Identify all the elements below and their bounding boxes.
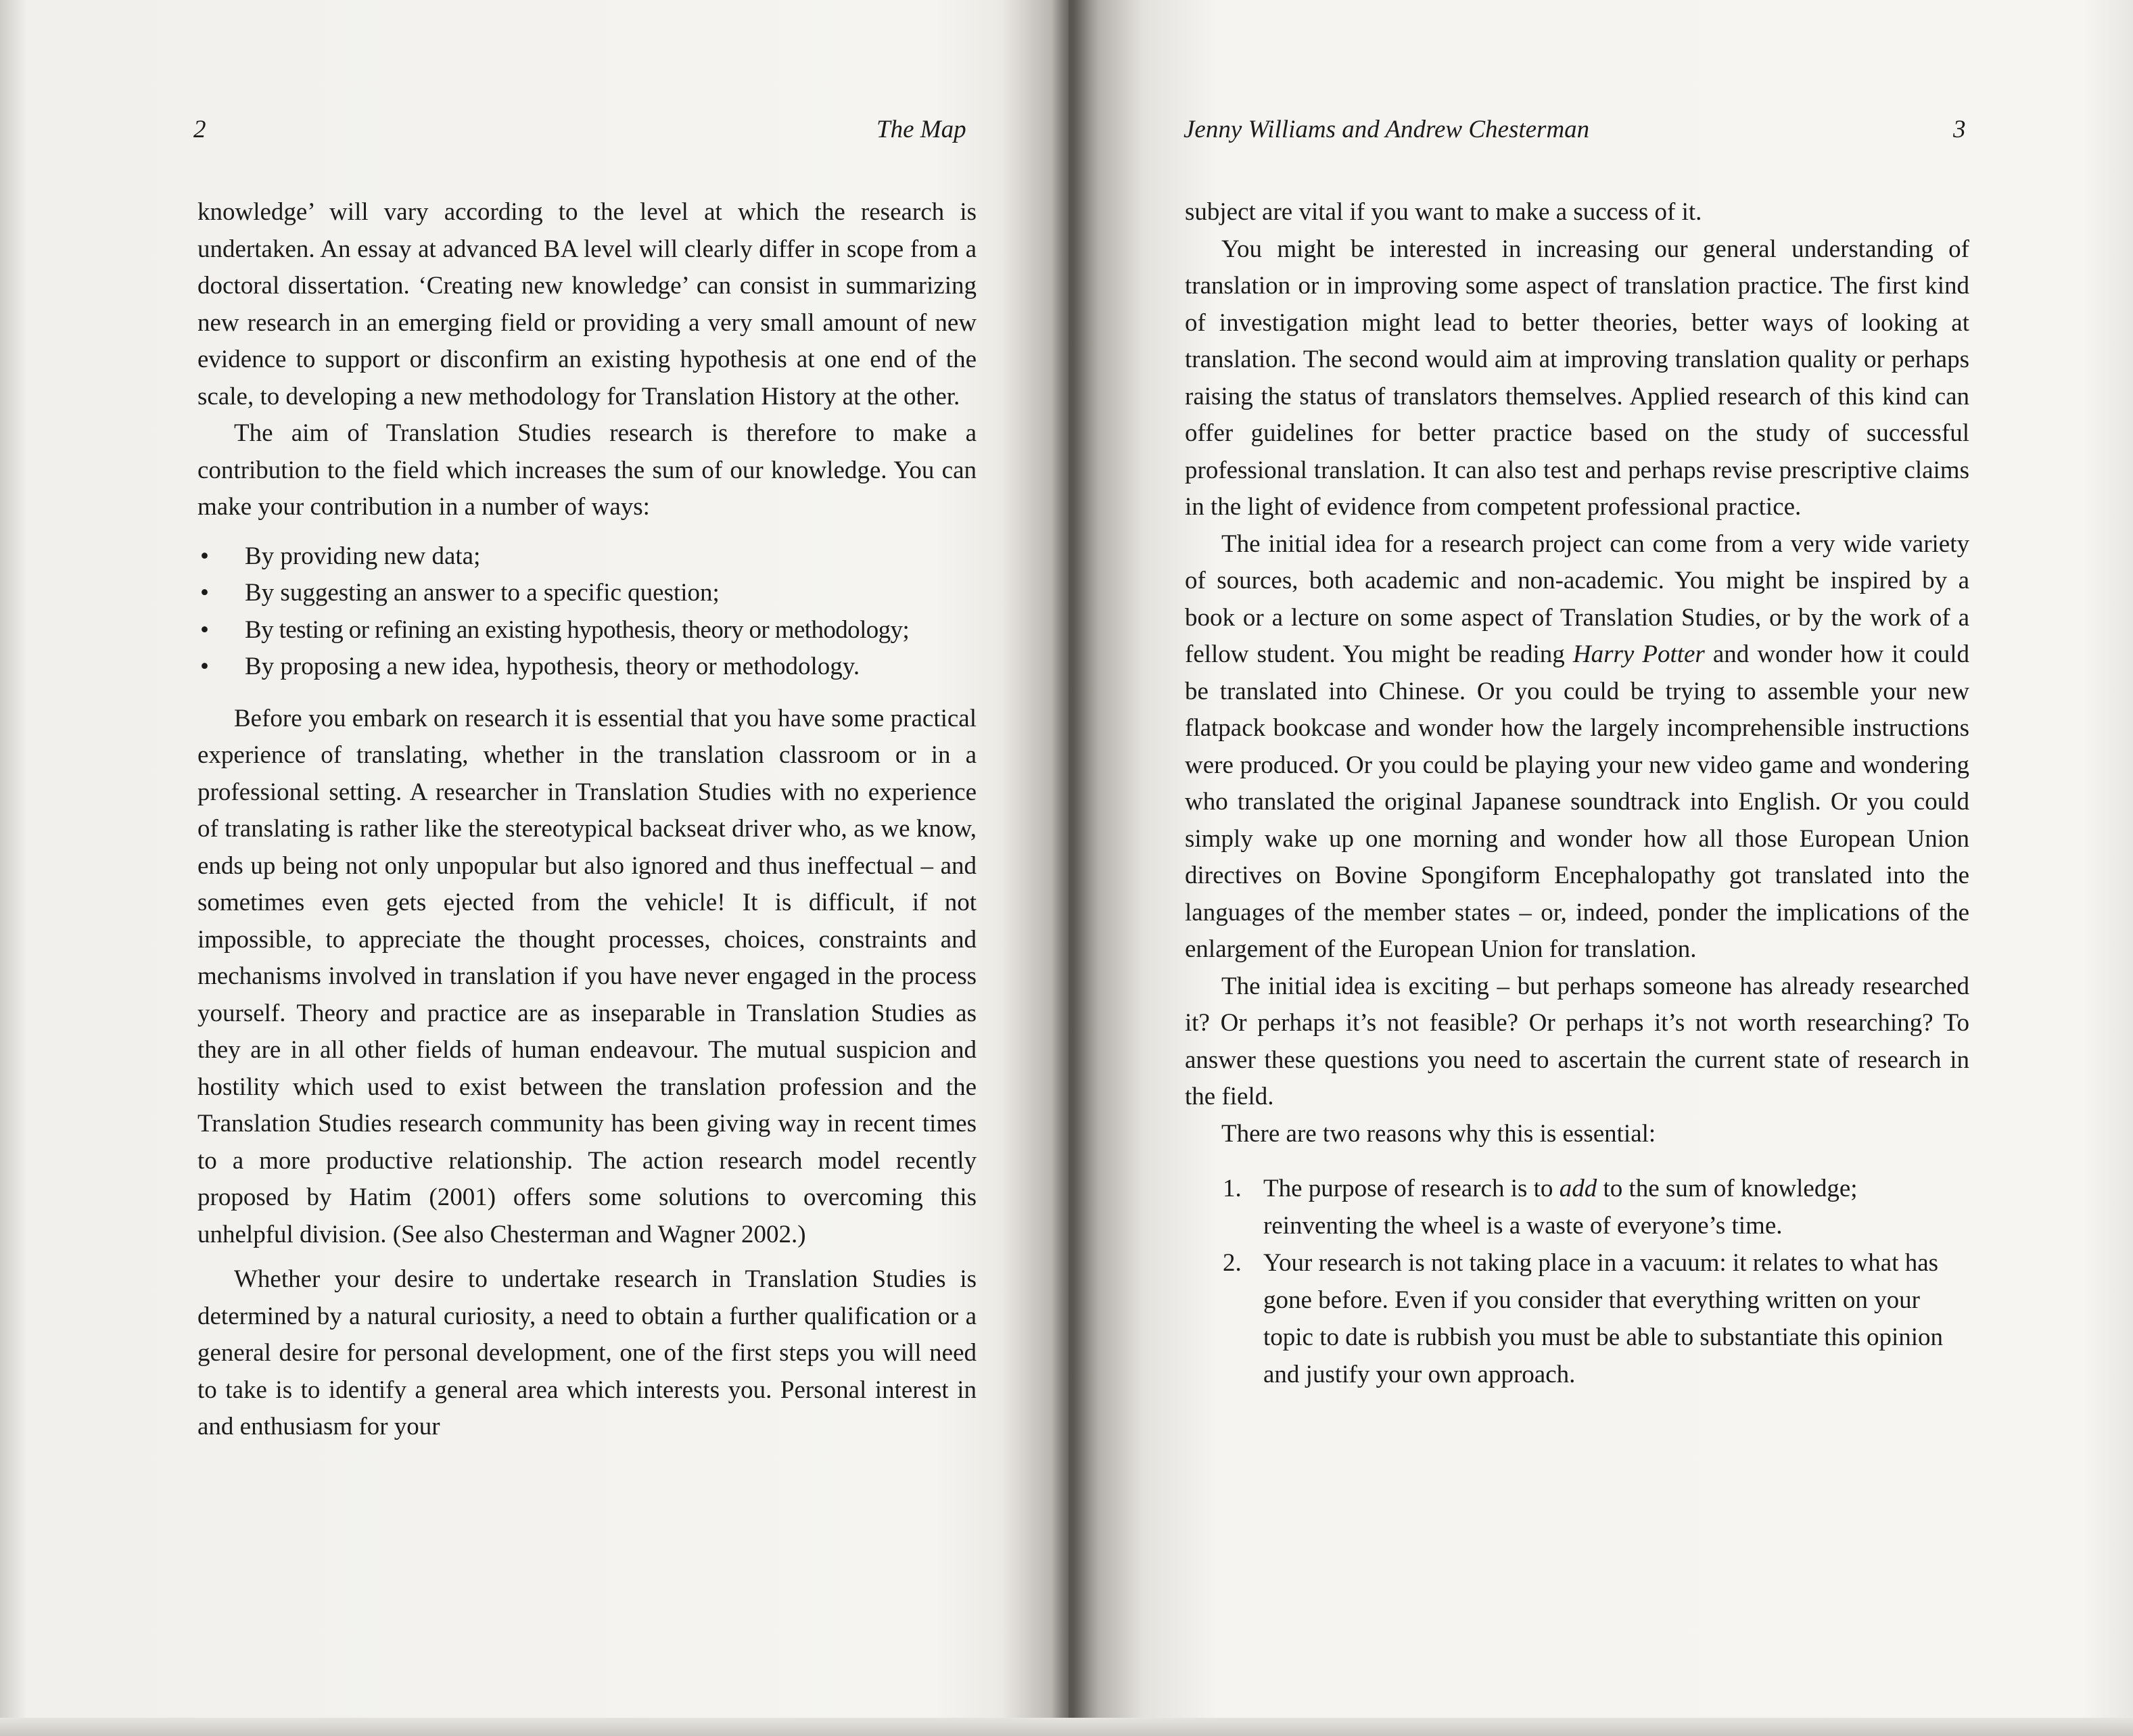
emphasis: add — [1559, 1175, 1597, 1202]
page-number-right: 3 — [1953, 116, 1966, 143]
bullet-icon: • — [200, 653, 209, 680]
paragraph: Before you embark on research it is essential that you have some practical experience of translating, whether in the translation classroom or in a professional setting. A researcher in Translation Studies with no experience of translating is rather like the stereotypical backseat driver who, as we know, ends up being not only unpopular but also ignored and thus ineffectual – and sometimes even gets ejected from the vehicle! It is difficult, if not impossible, to appreciate the thought processes, choices, constraints and mechanisms involved in translation if you have never engaged in the process yourself. Theory and practice are as inseparable in Translation Studies as they are in all other fields of human endeavour. The mutual suspicion and hostility which used to exist between the translation profession and the Translation Studies research community has been giving way in recent times to a more productive relationship. The action research model recently proposed by Hatim (2001) offers some solutions to overcoming this unhelpful division. (See also Chesterman and Wagner 2002.) — [197, 704, 977, 1248]
left-text-block — [197, 194, 977, 1446]
paragraph: Whether your desire to undertake research in Translation Studies is determined by a natural curiosity, a need to obtain a further qualification or a general desire for personal development, one of the first steps you will need to take is to identify a general area which interests you. Personal interest in and enthusiasm for your — [197, 1265, 977, 1440]
list-item — [197, 538, 977, 576]
bullet-icon: • — [200, 579, 209, 607]
running-head-left: The Map — [876, 116, 966, 143]
list-item-text: By proposing a new idea, hypothesis, theory or methodology. — [245, 653, 860, 680]
paragraph: subject are vital if you want to make a success of it. — [1185, 198, 1702, 226]
paragraph: The aim of Translation Studies research is therefore to make a contribution to the field which increases the sum of our knowledge. You can make your contribution in a number of ways: — [197, 419, 977, 521]
right-text-block — [1185, 194, 1969, 1393]
paragraph: There are two reasons why this is essential: — [1221, 1119, 1656, 1148]
list-item — [1185, 1170, 1969, 1244]
bullet-icon: • — [200, 542, 209, 570]
list-item-text: By providing new data; — [245, 542, 481, 570]
page-number-left: 2 — [193, 116, 206, 143]
page-bottom-edge — [0, 1718, 2133, 1736]
list-item — [1185, 1244, 1969, 1393]
list-item-text: to the sum of knowledge; reinventing the wheel is a waste of everyone’s time. — [1263, 1175, 1858, 1240]
list-item — [197, 649, 977, 686]
list-item-text: Your research is not taking place in a vacuum: it relates to what has gone before. Even if you consider that everything written on your topic to date is rubbish you must be able to substantiate this opinion and justify your own approach. — [1263, 1249, 1944, 1388]
paragraph-text: The initial idea for a research project can come from a very wide variety of sources, both academic and non-academic. You might be inspired by a book or a lecture on some aspect of Translation Studies, or by the work of a fellow student. You might be reading — [1185, 530, 1969, 668]
running-head-right: Jenny Williams and Andrew Chesterman — [1183, 116, 1590, 143]
list-number: 2. — [1223, 1249, 1242, 1277]
list-number: 1. — [1223, 1175, 1242, 1202]
bullet-list — [197, 538, 977, 686]
paragraph-text: and wonder how it could be translated into Chinese. Or you could be trying to assemble your new flatpack bookcase and wonder how the largely incomprehensible instructions were produced. Or you could be playing your new video game and wondering who translated the original Japanese soundtrack into English. Or you could simply wake up one morning and wonder how all those European Union directives on Bovine Spongiform Encephalopathy got translated into the languages of the member states – or, indeed, ponder the implications of the enlargement of the European Union for translation. — [1185, 640, 1969, 963]
right-page — [1069, 0, 2133, 1736]
list-item-text: By testing or refining an existing hypothesis, theory or methodology; — [245, 615, 910, 644]
paragraph: The initial idea is exciting – but perhaps someone has already researched it? Or perhaps it’s not feasible? Or perhaps it’s not worth researching? To answer these questions you need to ascertain the current state of research in the field. — [1185, 972, 1969, 1110]
list-item-text: By suggesting an answer to a specific question; — [245, 579, 720, 607]
paragraph: You might be interested in increasing our general understanding of translation or in improving some aspect of translation practice. The first kind of investigation might lead to better theories, better ways of looking at translation. The second would aim at improving translation quality or perhaps raising the status of translators themselves. Applied research of this kind can offer guidelines for better practice based on the study of successful professional translation. It can also test and perhaps revise prescriptive claims in the light of evidence from competent professional practice. — [1185, 235, 1969, 521]
list-item — [197, 575, 977, 612]
paragraph: knowledge’ will vary according to the level at which the research is undertaken. An essay at advanced BA level will clearly differ in scope from a doctoral dissertation. ‘Creating new knowledge’ can consist in summarizing new research in an emerging field or providing a very small amount of new evidence to support or disconfirm an existing hypothesis at one end of the scale, to developing a new methodology for Translation History at the other. — [197, 198, 977, 410]
bullet-icon: • — [200, 615, 209, 644]
book-gutter — [1052, 0, 1099, 1736]
book-title: Harry Potter — [1572, 640, 1705, 668]
numbered-list — [1185, 1170, 1969, 1393]
paragraph — [1185, 526, 1969, 968]
list-item — [197, 612, 977, 649]
list-item-text: The purpose of research is to — [1263, 1175, 1560, 1202]
